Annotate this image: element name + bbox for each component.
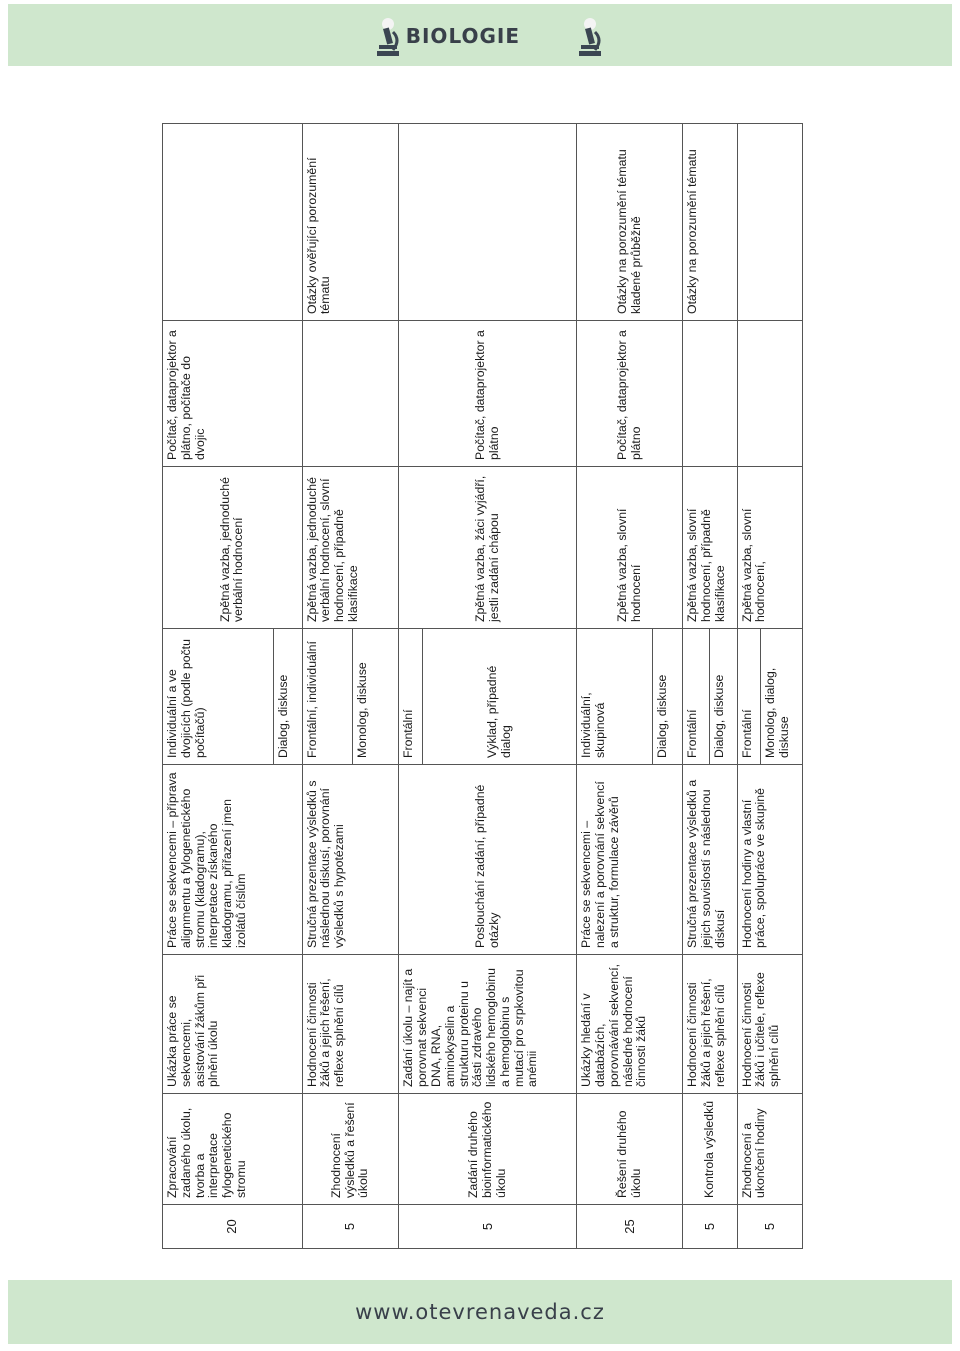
goal-cell: Hodnocení činnosti žáků i učitele, reflexe splnění cílů xyxy=(737,955,802,1094)
form-cell: Frontální, individuální xyxy=(302,629,353,765)
feedback-cell: Zpětná vazba, slovní hodnocení, xyxy=(737,467,802,629)
activity-cell: Práce se sekvencemi – příprava alignmentu a fylogenetického stromu (kladogramu), interpretace získaného kladogramu, přiřazení jmen izolátů číslům xyxy=(163,765,303,955)
phase-cell: Kontrola výsledků xyxy=(683,1094,737,1205)
form-cell: Monolog, diskuse xyxy=(353,629,399,765)
table-row xyxy=(577,124,652,1249)
goal-cell: Ukázka práce se sekvencemi, asistování žákům při plnění úkolu xyxy=(163,955,303,1094)
time-cell: 5 xyxy=(399,1205,577,1249)
form-cell: Frontální xyxy=(737,629,761,765)
feedback-cell: Zpětná vazba, slovní hodnocení, případně klasifikace xyxy=(683,467,737,629)
aids-cell: Počítač, dataprojektor a plátno xyxy=(577,321,683,467)
activity-cell: Stručná prezentace výsledků s následnou diskusí, porovnání výsledků s hypotézami xyxy=(302,765,399,955)
goal-cell: Hodnocení činnosti žáků a jejich řešení, reflexe splnění cílů xyxy=(302,955,399,1094)
aids-cell: Počítač, dataprojektor a plátno xyxy=(399,321,577,467)
time-cell: 20 xyxy=(163,1205,303,1249)
feedback-cell: Zpětná vazba, žáci vyjádří, jestli zadání chápou xyxy=(399,467,577,629)
table-row xyxy=(163,124,274,1249)
aids-cell: Počítač, dataprojektor a plátno, počítače do dvojic xyxy=(163,321,303,467)
notes-cell: Otázky na porozumění tématu xyxy=(683,124,737,321)
phase-cell: Zhodnocení a ukončení hodiny xyxy=(737,1094,802,1205)
activity-cell: Poslouchání zadání, případné otázky xyxy=(399,765,577,955)
aids-cell xyxy=(737,321,802,467)
phase-cell: Zadání druhého bioinformatického úkolu xyxy=(399,1094,577,1205)
goal-cell: Zadání úkolu – najít a porovnat sekvenci DNA, RNA, aminokyselin a strukturu proteinu u části zdravého lidského hemoglobinu a hemoglobinu s mutací pro srpkovitou anémii xyxy=(399,955,577,1094)
goal-cell: Hodnocení činnosti žáků a jejich řešení, reflexe splnění cílů xyxy=(683,955,737,1094)
activity-cell: Hodnocení hodiny a vlastní práce, spolupráce ve skupině xyxy=(737,765,802,955)
footer-band xyxy=(8,1280,952,1344)
table-row xyxy=(737,124,761,1249)
form-cell: Dialog, diskuse xyxy=(274,629,302,765)
notes-cell xyxy=(737,124,802,321)
form-cell: Frontální xyxy=(683,629,710,765)
microscope-icon xyxy=(373,18,403,58)
goal-cell: Ukázky hledání v databázích, porovnávání sekvencí, následné hodnocení činnosti žáků xyxy=(577,955,683,1094)
lesson-plan-table xyxy=(162,123,803,1249)
form-cell: Dialog, diskuse xyxy=(710,629,737,765)
phase-cell: Zpracování zadaného úkolu, tvorba a interpretace fylogenetického stromu xyxy=(163,1094,303,1205)
form-cell: Monolog, dialog, diskuse xyxy=(761,629,803,765)
microscope-icon xyxy=(575,18,605,58)
phase-cell: Zhodnocení výsledků a řešení úkolu xyxy=(302,1094,399,1205)
feedback-cell: Zpětná vazba, jednoduché verbální hodnocení, slovní hodnocení, případně klasifikace xyxy=(302,467,399,629)
activity-cell: Stručná prezentace výsledků a jejich souvislostí s následnou diskusí xyxy=(683,765,737,955)
table-row xyxy=(399,124,423,1249)
aids-cell xyxy=(683,321,737,467)
form-cell: Dialog, diskuse xyxy=(652,629,682,765)
feedback-cell: Zpětná vazba, jednoduché verbální hodnocení xyxy=(163,467,303,629)
website-url: www.otevrenaveda.cz xyxy=(355,1300,605,1324)
notes-cell: Otázky na porozumění tématu kladené průběžně xyxy=(577,124,683,321)
form-cell: Frontální xyxy=(399,629,423,765)
time-cell: 5 xyxy=(302,1205,399,1249)
time-cell: 5 xyxy=(683,1205,737,1249)
notes-cell xyxy=(163,124,303,321)
feedback-cell: Zpětná vazba, slovní hodnocení xyxy=(577,467,683,629)
time-cell: 5 xyxy=(737,1205,802,1249)
aids-cell xyxy=(302,321,399,467)
notes-cell: Otázky ověřující porozumění tématu xyxy=(302,124,399,321)
form-cell: Individuální, skupinová xyxy=(577,629,652,765)
form-cell: Individuální a ve dvojicích (podle počtu počítačů) xyxy=(163,629,274,765)
table-row xyxy=(683,124,710,1249)
page-title: BIOLOGIE xyxy=(405,24,520,48)
phase-cell: Řešení druhého úkolu xyxy=(577,1094,683,1205)
notes-cell xyxy=(399,124,577,321)
activity-cell: Práce se sekvencemi – nalezení a porovnání sekvencí a struktur, formulace závěrů xyxy=(577,765,683,955)
header-band xyxy=(8,4,952,66)
form-cell: Výklad, případné dialog xyxy=(423,629,577,765)
table-row xyxy=(302,124,353,1249)
lesson-plan-table-rotated xyxy=(162,124,803,1249)
time-cell: 25 xyxy=(577,1205,683,1249)
